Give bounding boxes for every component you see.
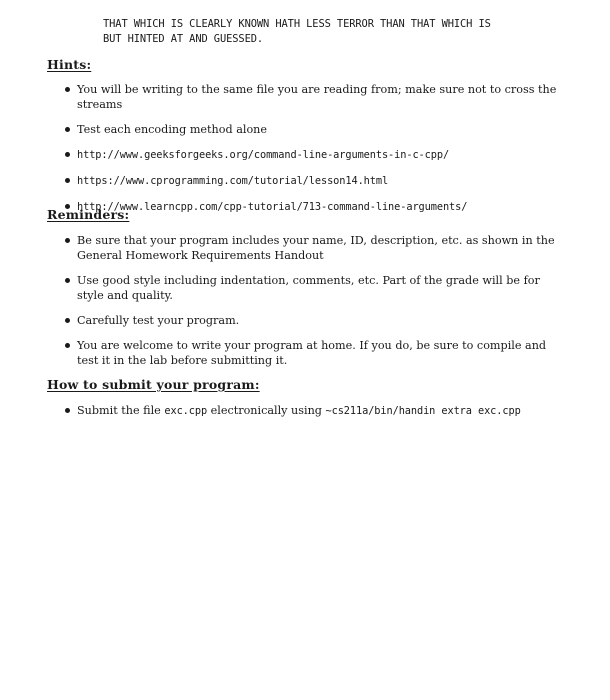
quote-line-2: BUT HINTED AT AND GUESSED.	[103, 33, 264, 45]
bullet-icon	[65, 408, 70, 413]
reminder-text: Carefully test your program.	[77, 314, 240, 327]
reminders-list	[62, 233, 562, 368]
bullet-icon	[65, 178, 70, 183]
reminder-item	[62, 273, 562, 303]
quote-block	[103, 17, 491, 47]
hint-item	[62, 173, 562, 189]
reminder-text: Be sure that your program includes your name, ID, description, etc. as shown in the General Homework Requirements Handout	[77, 234, 555, 262]
hints-list	[62, 82, 562, 215]
reminder-item	[62, 338, 562, 368]
hint-item	[62, 122, 562, 137]
submit-list	[62, 403, 562, 419]
quote-line-1: THAT WHICH IS CLEARLY KNOWN HATH LESS TERROR THAN THAT WHICH IS	[103, 18, 491, 30]
hint-link[interactable]: http://www.learncpp.com/cpp-tutorial/713-command-line-arguments/	[77, 201, 468, 213]
hints-heading: Hints:	[47, 57, 92, 72]
bullet-icon	[65, 238, 70, 243]
bullet-icon	[65, 278, 70, 283]
bullet-icon	[65, 127, 70, 132]
submit-item	[62, 403, 562, 419]
submit-text-middle: electronically using	[207, 404, 326, 417]
hint-text: You will be writing to the same file you are reading from; make sure not to cross the streams	[77, 83, 557, 111]
hint-item	[62, 199, 562, 215]
submit-text-before: Submit the file	[77, 404, 165, 417]
bullet-icon	[65, 318, 70, 323]
hint-link[interactable]: https://www.cprogramming.com/tutorial/lesson14.html	[77, 175, 389, 187]
hint-text: Test each encoding method alone	[77, 123, 268, 136]
reminder-text: You are welcome to write your program at home. If you do, be sure to compile and test it in the lab before submitting it.	[77, 339, 547, 367]
reminder-text: Use good style including indentation, comments, etc. Part of the grade will be for style and quality.	[77, 274, 540, 302]
hint-item	[62, 82, 562, 112]
reminders-heading: Reminders:	[47, 207, 130, 222]
bullet-icon	[65, 343, 70, 348]
submit-filename: exc.cpp	[164, 405, 208, 417]
hint-link[interactable]: http://www.geeksforgeeks.org/command-line-arguments-in-c-cpp/	[77, 149, 450, 161]
bullet-icon	[65, 152, 70, 157]
submit-command: ~cs211a/bin/handin extra exc.cpp	[325, 405, 521, 417]
reminder-item	[62, 233, 562, 263]
bullet-icon	[65, 87, 70, 92]
submit-heading: How to submit your program:	[47, 377, 260, 392]
reminder-item	[62, 313, 562, 328]
hint-item	[62, 147, 562, 163]
